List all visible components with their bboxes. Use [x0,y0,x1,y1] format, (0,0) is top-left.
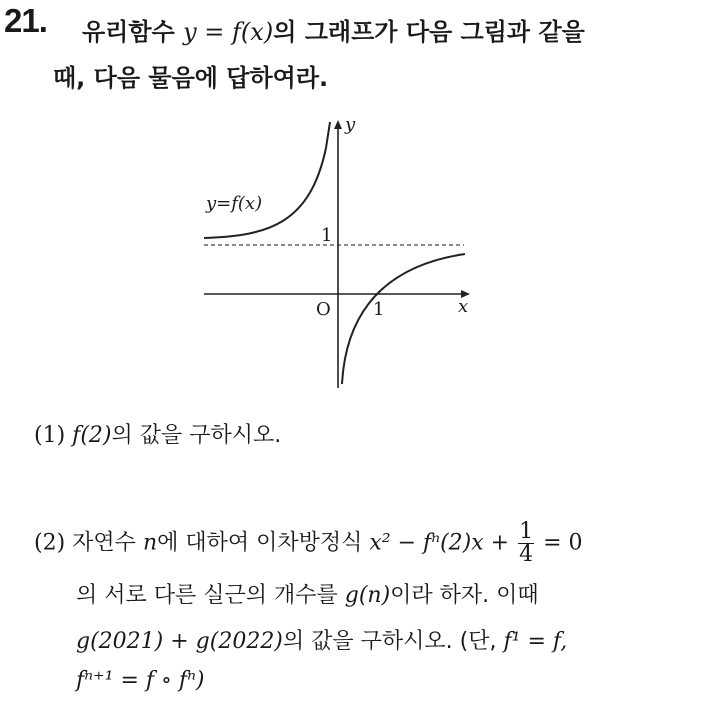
part-2-line1 [34,521,583,566]
y-axis-arrow [334,120,342,129]
origin-label: O [316,299,331,320]
part-2-text-a: 자연수 [72,530,136,556]
part-2-equation-b: = 0 [543,530,583,556]
part-2-text-b: 에 대하여 이차방정식 [157,530,363,556]
question-stem-line2: 때, 다음 물음에 답하여라. [53,64,329,92]
part-1-text: 의 값을 구하시오. [111,423,282,448]
x-axis-label: x [458,296,469,317]
function-graph [190,108,480,398]
fraction-denominator: 4 [519,542,534,567]
part-2-line3 [76,624,567,655]
part-2-line3-condition: f¹ = f, [503,629,568,654]
question-stem-line1 [82,12,585,47]
part-1-expression: f(2) [72,423,112,448]
fraction-numerator: 1 [519,519,534,544]
part-1-number: (1) [34,423,66,448]
stem-function-notation: y = f(x) [183,18,274,46]
x-tick-label: 1 [373,299,385,320]
part-2-line2-text-a: 의 서로 다른 실근의 개수를 [76,583,338,608]
part-2-line3-text: 의 값을 구하시오. (단, [282,629,497,654]
part-2-fraction [518,521,534,566]
curve-label: y=f(x) [206,193,263,214]
part-2-line3-expression: g(2021) + g(2022) [76,629,283,654]
part-2-line2-text-b: 이라 하자. 이때 [390,583,539,608]
part-2-line4-condition: fⁿ⁺¹ = f ∘ fⁿ) [76,668,205,693]
part-2-number: (2) [34,530,66,556]
part-2-line2-gn: g(n) [344,583,391,608]
y-axis-label: y [345,114,356,135]
part-1 [34,418,281,449]
part-2-line4 [76,668,204,693]
curve-left-branch [204,122,330,238]
stem-text-b: 의 그래프가 다음 그림과 같을 [273,18,585,46]
part-2-line2 [76,578,539,609]
question-number: 21. [4,2,47,39]
part-2-variable-n: n [142,530,158,556]
y-tick-label: 1 [321,225,333,246]
part-2-equation-a: x² − fⁿ(2)x + [369,530,510,556]
curve-right-branch [342,254,465,384]
stem-text-a: 유리함수 [82,18,175,46]
